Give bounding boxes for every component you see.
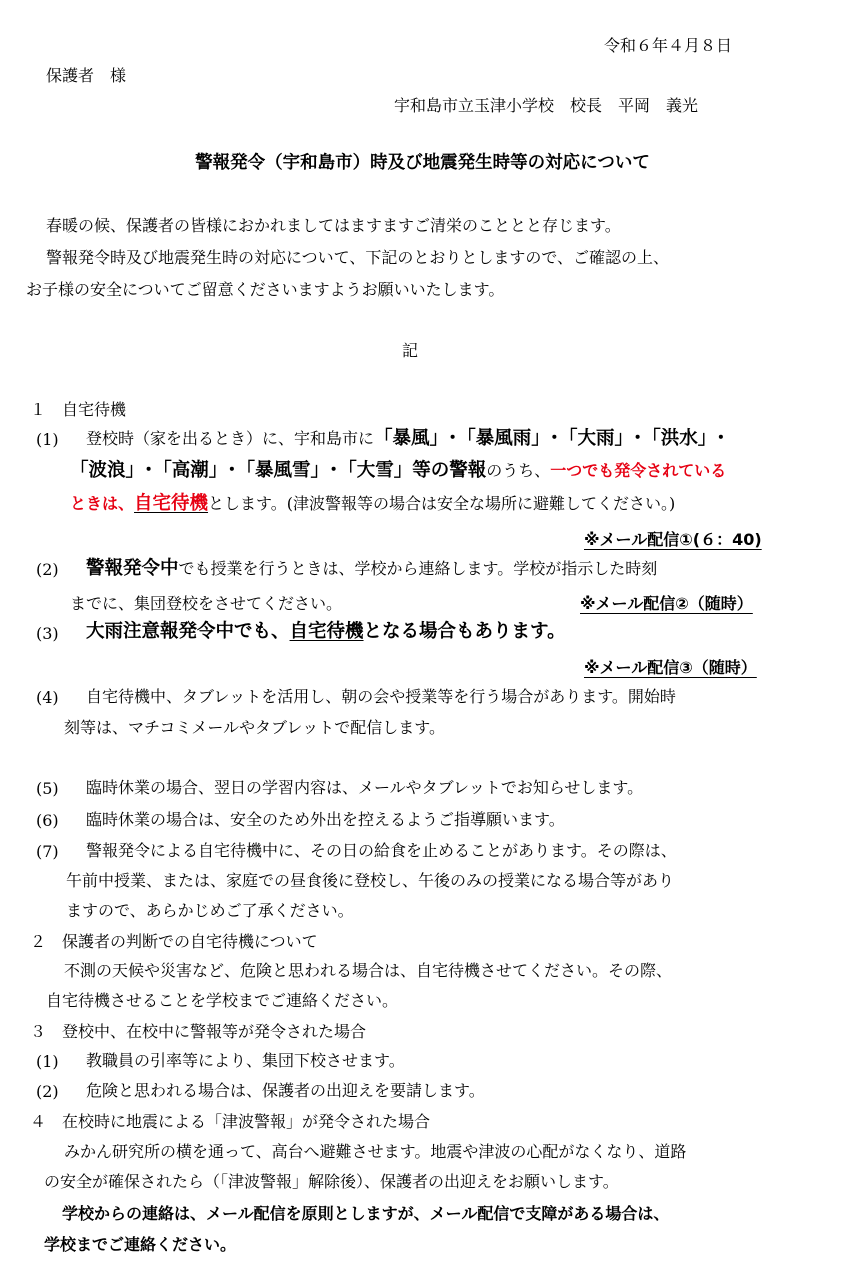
item-text: でも授業を行うときは、学校から連絡します。学校が指示した時刻 (178, 559, 658, 578)
item-text: でも、 (234, 621, 290, 642)
section-4-line-1: みかん研究所の横を通って、高台へ避難させます。地震や津波の心配がなくなり、道路 (64, 1142, 687, 1161)
item-1-4-line-2: 刻等は、マチコミメールやタブレットで配信します。 (64, 718, 445, 737)
section-2-line-1: 不測の天候や災害など、危険と思われる場合は、自宅待機させてください。その際、 (64, 961, 673, 980)
item-1-3-line-1 (86, 623, 566, 642)
item-1-1-line-1 (86, 430, 726, 449)
mail-notice-1: ※メール配信①(６：40) (584, 530, 762, 549)
item-number: (4) (36, 688, 59, 707)
emphasis-advisory: 大雨注意報発令中 (86, 621, 235, 642)
emphasis-red: ときは、 (70, 494, 135, 513)
item-number: (2) (36, 1082, 59, 1101)
item-number: (3) (36, 624, 59, 643)
warning-list: 「波浪」･「高潮」･「暴風雪」･「大雪」等の警報 (70, 460, 487, 481)
item-number: (1) (36, 1052, 59, 1071)
addressee: 保護者 様 (46, 66, 127, 85)
intro-line-1: 春暖の候、保護者の皆様におかれましてはますますご清栄のこととと存じます。 (46, 216, 621, 235)
document-date: 令和６年４月８日 (604, 36, 733, 55)
item-text: とします。(津波警報等の場合は安全な場所に避難してください。) (208, 494, 676, 513)
closing-line-1: 学校からの連絡は、メール配信を原則としますが、メール配信で支障がある場合は、 (62, 1204, 670, 1223)
item-1-2-line-2: までに、集団登校をさせてください。 (70, 594, 343, 613)
item-1-7-line-2: 午前中授業、または、家庭での昼食後に登校し、午後のみの授業になる場合等があり (66, 871, 675, 890)
item-1-1-line-3 (70, 495, 675, 514)
item-1-4-line-1: 自宅待機中、タブレットを活用し、朝の会や授業等を行う場合があります。開始時 (86, 687, 676, 706)
item-number: (1) (36, 430, 59, 449)
document-title: 警報発令（宇和島市）時及び地震発生時等の対応について (195, 153, 650, 173)
item-number: (5) (36, 779, 59, 798)
emphasis-warning-issued: 警報発令中 (86, 558, 179, 579)
item-number: (7) (36, 842, 59, 861)
section-2-heading: ２ 保護者の判断での自宅待機について (30, 932, 318, 951)
ki-marker: 記 (402, 341, 419, 360)
mail-notice-3: ※メール配信③（随時） (584, 658, 757, 677)
item-number: (6) (36, 811, 59, 830)
section-3-item-1: 教職員の引率等により、集団下校させます。 (86, 1051, 405, 1070)
item-1-5-line-1: 臨時休業の場合、翌日の学習内容は、メールやタブレットでお知らせします。 (86, 778, 644, 797)
emphasis-home-standby: 自宅待機 (289, 621, 364, 642)
item-1-7-line-3: ますので、あらかじめご了承ください。 (66, 901, 354, 920)
item-text: のうち、 (486, 461, 551, 480)
item-1-7-line-1: 警報発令による自宅待機中に、その日の給食を止めることがあります。その際は、 (86, 841, 677, 860)
emphasis-home-standby: 自宅待機 (134, 493, 209, 514)
warning-list: 「暴風」･「暴風雨」･「大雨」･「洪水」･ (374, 428, 726, 449)
item-1-2-line-1 (86, 560, 657, 579)
section-3-heading: ３ 登校中、在校中に警報等が発令された場合 (30, 1022, 367, 1041)
intro-line-3: お子様の安全についてご留意くださいますようお願いいたします。 (26, 280, 505, 299)
section-1-heading: １ 自宅待機 (30, 400, 127, 419)
section-3-item-2: 危険と思われる場合は、保護者の出迎えを要請します。 (86, 1081, 485, 1100)
section-2-line-2: 自宅待機させることを学校までご連絡ください。 (46, 991, 399, 1010)
sender: 宇和島市立玉津小学校 校長 平岡 義光 (394, 96, 699, 115)
item-1-1-line-2 (70, 462, 726, 481)
item-number: (2) (36, 560, 59, 579)
item-text: となる場合もあります。 (363, 621, 566, 642)
item-text: 登校時（家を出るとき）に、宇和島市に (86, 429, 375, 448)
closing-line-2: 学校までご連絡ください。 (44, 1235, 237, 1254)
mail-notice-2: ※メール配信②（随時） (580, 594, 753, 613)
emphasis-red: 一つでも発令されている (550, 461, 727, 480)
section-4-heading: ４ 在校時に地震による「津波警報」が発令された場合 (30, 1112, 431, 1131)
item-1-6-line-1: 臨時休業の場合は、安全のため外出を控えるようご指導願います。 (86, 810, 565, 829)
intro-line-2: 警報発令時及び地震発生時の対応について、下記のとおりとしますので、ご確認の上、 (46, 248, 670, 267)
section-4-line-2: の安全が確保されたら（「津波警報」解除後）、保護者の出迎えをお願いします。 (44, 1172, 619, 1191)
